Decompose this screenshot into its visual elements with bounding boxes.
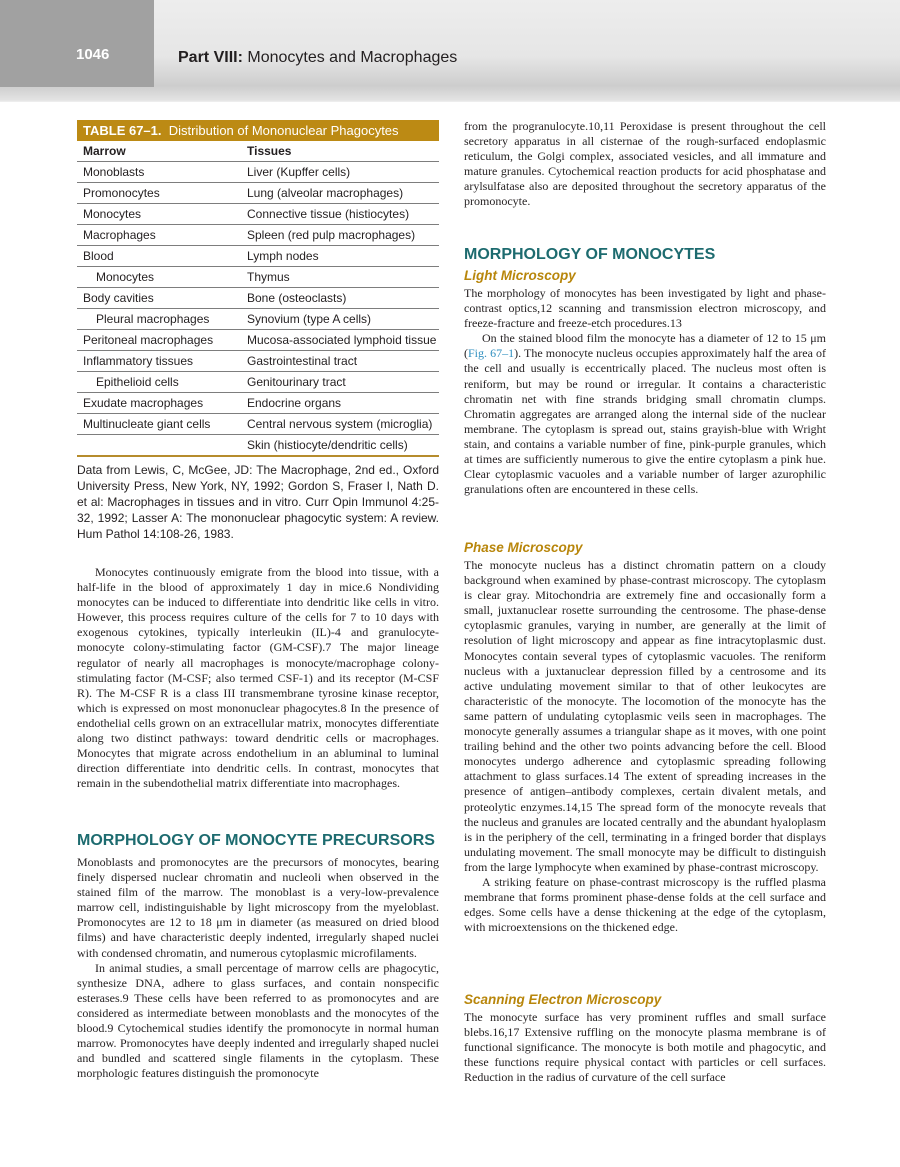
- table-row: [77, 330, 439, 351]
- table-67-1: [77, 120, 439, 542]
- table-cell: Body cavities: [77, 288, 241, 309]
- table-row: [77, 288, 439, 309]
- table-cell: Monoblasts: [77, 162, 241, 183]
- table-cell: Spleen (red pulp macrophages): [241, 225, 439, 246]
- table-cell: Multinucleate giant cells: [77, 414, 241, 435]
- right-column-phase: [464, 558, 826, 935]
- table-row: [77, 183, 439, 204]
- table-cell: Lymph nodes: [241, 246, 439, 267]
- paragraph: Monocytes continuously emigrate from the blood into tissue, with a half-life in the blood of approximately 1 day in mice.6 Nondividing monocytes can be induced to differentiate into dendritic like cells in vitro. However, this process requires culture of the cells for 7 to 10 days with exogenous cytokines, typically interleukin (IL)-4 and granulocyte-monocyte colony-stimulating factor (GM-CSF).7 The major lineage regulator of nearly all macrophages is monocyte/macrophage colony-stimulating factor (M-CSF; also termed CSF-1) and its receptor (M-CSF R). The M-CSF R is a class III transmembrane tyrosine kinase receptor, which is expressed on most mononuclear phagocytes.8 In the presence of endothelial cells grown on an extracellular matrix, monocytes differentiate along two distinct pathways: toward dendritic cells or macrophages. Monocytes that migrate across endothelium in an abluminal to luminal direction differentiate into dendritic cells. In contrast, monocytes that remain in the subendothelial matrix differentiate into macrophages.: [77, 565, 439, 791]
- text-span: On the stained blood film the monocyte has a diameter of 12 to 15 μm (: [464, 331, 826, 361]
- right-column-intro: [464, 119, 826, 210]
- table-row: [77, 393, 439, 414]
- table-cell: Exudate macrophages: [77, 393, 241, 414]
- table-cell: Monocytes: [77, 267, 241, 288]
- paragraph: The morphology of monocytes has been investigated by light and phase-contrast optics,12 scanning and transmission electron microscopy, and freeze-fracture and freeze-etch procedures.13: [464, 286, 826, 331]
- table-source-note: Data from Lewis, C, McGee, JD: The Macrophage, 2nd ed., Oxford University Press, New York, NY, 1992; Gordon S, Fraser I, Nath D. et al: Macrophages in tissues and in vitro. Curr Opin Immunol 4:25-32, 1992; Lasser A: The mononuclear phagocytic system: A review. Hum Pathol 14:108-26, 1983.: [77, 463, 439, 541]
- phagocyte-table: [77, 141, 439, 457]
- table-cell: Monocytes: [77, 204, 241, 225]
- table-cell: Lung (alveolar macrophages): [241, 183, 439, 204]
- table-cell: [77, 435, 241, 457]
- section-heading-monocytes: MORPHOLOGY OF MONOCYTES: [464, 246, 716, 263]
- table-cell: Connective tissue (histiocytes): [241, 204, 439, 225]
- table-cell: Promonocytes: [77, 183, 241, 204]
- table-cell: Bone (osteoclasts): [241, 288, 439, 309]
- part-title: Monocytes and Macrophages: [247, 49, 458, 66]
- table-cell: Macrophages: [77, 225, 241, 246]
- table-cell: Liver (Kupffer cells): [241, 162, 439, 183]
- table-title: Distribution of Mononuclear Phagocytes: [168, 123, 399, 138]
- left-column-precursors: [77, 855, 439, 1081]
- table-row: [77, 372, 439, 393]
- table-row: [77, 162, 439, 183]
- table-row: [77, 204, 439, 225]
- paragraph: [464, 331, 826, 497]
- table-header-row: [77, 141, 439, 162]
- table-cell: Genitourinary tract: [241, 372, 439, 393]
- table-row: [77, 435, 439, 457]
- left-column-body: [77, 565, 439, 791]
- paragraph: Monoblasts and promonocytes are the precursors of monocytes, bearing finely dispersed nuclear chromatin and nucleoli when observed in the stained film of the marrow. The monoblast is a very-low-prevalence marrow cell, indistinguishable by light microscopy from the myeloblast. Promonocytes are 12 to 18 μm in diameter (as measured on dried blood films) and have characteristic deeply indented, irregularly shaped nuclei with condensed chromatin, and numerous cytoplasmic microfilaments.: [77, 855, 439, 960]
- table-cell: Central nervous system (microglia): [241, 414, 439, 435]
- table-cell: Inflammatory tissues: [77, 351, 241, 372]
- subheading-phase-microscopy: Phase Microscopy: [464, 540, 583, 555]
- paragraph: A striking feature on phase-contrast microscopy is the ruffled plasma membrane that forms prominent phase-dense folds at the cell surface and edges. Some cells have a dense thickening at the edge of the cytoplasm, with microextensions on the thickened edge.: [464, 874, 826, 935]
- table-row: [77, 246, 439, 267]
- table-row: [77, 225, 439, 246]
- table-cell: Epithelioid cells: [77, 372, 241, 393]
- table-cell: Blood: [77, 246, 241, 267]
- section-heading-precursors: MORPHOLOGY OF MONOCYTE PRECURSORS: [77, 832, 435, 849]
- page-header: [0, 0, 900, 102]
- table-cell: Peritoneal macrophages: [77, 330, 241, 351]
- table-cell: Thymus: [241, 267, 439, 288]
- subheading-light-microscopy: Light Microscopy: [464, 268, 576, 283]
- right-column-sem: [464, 1010, 826, 1085]
- paragraph: In animal studies, a small percentage of marrow cells are phagocytic, synthesize DNA, adhere to glass surfaces, and contain nonspecific esterases.9 These cells have been referred to as promonocytes and are considered as intermediate between monoblasts and the monocytes of the blood.9 Cytochemical studies identify the promonocyte in normal human marrow. Promonocytes have deeply indented and irregularly shaped nuclei and bundled and scattered single filaments in the cytoplasm. These morphologic features distinguish the promonocyte: [77, 960, 439, 1081]
- table-cell: Endocrine organs: [241, 393, 439, 414]
- table-row: [77, 267, 439, 288]
- running-title: [178, 49, 457, 67]
- page-number-box: [0, 0, 154, 87]
- table-row: [77, 351, 439, 372]
- table-title-bar: [77, 120, 439, 141]
- figure-link[interactable]: Fig. 67–1: [468, 346, 515, 361]
- paragraph: The monocyte surface has very prominent ruffles and small surface blebs.16,17 Extensive ruffling on the monocyte plasma membrane is of functional significance. The monocyte is both motile and phagocytic, and these functions require physical contact with particles or cell surfaces. Reduction in the radius of curvature of the cell surface: [464, 1010, 826, 1085]
- column-header-marrow: Marrow: [77, 141, 241, 162]
- table-label: TABLE 67–1.: [83, 123, 162, 138]
- right-column-light: [464, 286, 826, 497]
- table-row: [77, 309, 439, 330]
- table-cell: Skin (histiocyte/dendritic cells): [241, 435, 439, 457]
- table-cell: Mucosa-associated lymphoid tissue: [241, 330, 439, 351]
- text-span: ). The monocyte nucleus occupies approximately half the area of the cell and usually is eccentrically placed. The nucleus most often is reniform, but may be round or irregular. It contains a characteristic chromatin net with fine strands bridging small chromatin clumps. Chromatin aggregates are arranged along the internal side of the nuclear membrane. The cytoplasm is spread out, stains grayish-blue with Wright stain, and contains a variable number of fine, pink-purple granules, which at times are sufficiently numerous to give the entire cytoplasm a pink hue. Clear cytoplasmic vacuoles and a variable number of larger azurophilic granulations often are encountered in these cells.: [464, 346, 826, 497]
- table-row: [77, 414, 439, 435]
- table-cell: Gastrointestinal tract: [241, 351, 439, 372]
- paragraph: The monocyte nucleus has a distinct chromatin pattern on a cloudy background when examined by phase-contrast microscopy. The cytoplasm is clear gray. Mitochondria are extremely fine and occasionally form a small, juxtanuclear rosette surrounding the centrosome. The phase-dense cytoplasmic granules, varying in number, are generally at the limit of resolution of light microscopy and appear as fine intracytoplasmic dust. Monocytes contain several types of cytoplasmic vacuoles. The reniform nucleus with a juxtanuclear depression filled by a centrosome and its active undulating movement similar to that of other leukocytes are characteristic of the monocyte. The locomotion of the monocyte has the same pattern of undulating cytoplasmic veils seen in macrophages. The monocyte generally assumes a triangular shape as it moves, with one point trailing behind and the other two points advancing before the cell. Blood monocytes undergo adherence and cytoplasmic spreading following attachment to glass surfaces.14 The extent of spreading increases in the presence of antigen–antibody complexes, certain divalent metals, and proteolytic enzymes.14,15 The spread form of the monocyte reveals that the nucleus and granules are located centrally and the abundant hyaloplasm is in the periphery of the cell, terminating in a fringed border that displays undulating movement. The small monocyte may be difficult to distinguish from the large lymphocyte when examined by phase-contrast microscopy.: [464, 558, 826, 874]
- part-label: Part VIII:: [178, 49, 243, 66]
- subheading-sem: Scanning Electron Microscopy: [464, 992, 662, 1007]
- column-header-tissues: Tissues: [241, 141, 439, 162]
- table-cell: Pleural macrophages: [77, 309, 241, 330]
- table-cell: Synovium (type A cells): [241, 309, 439, 330]
- page-number: 1046: [76, 46, 110, 63]
- paragraph: from the progranulocyte.10,11 Peroxidase is present throughout the cell secretory apparatus in all cisternae of the rough-surfaced endoplasmic reticulum, the Golgi complex, associated vesicles, and all immature and mature granules. Cytochemical reaction products for acid phosphatase and arylsulfatase also are deposited throughout the secretory apparatus of the promonocyte.: [464, 119, 826, 209]
